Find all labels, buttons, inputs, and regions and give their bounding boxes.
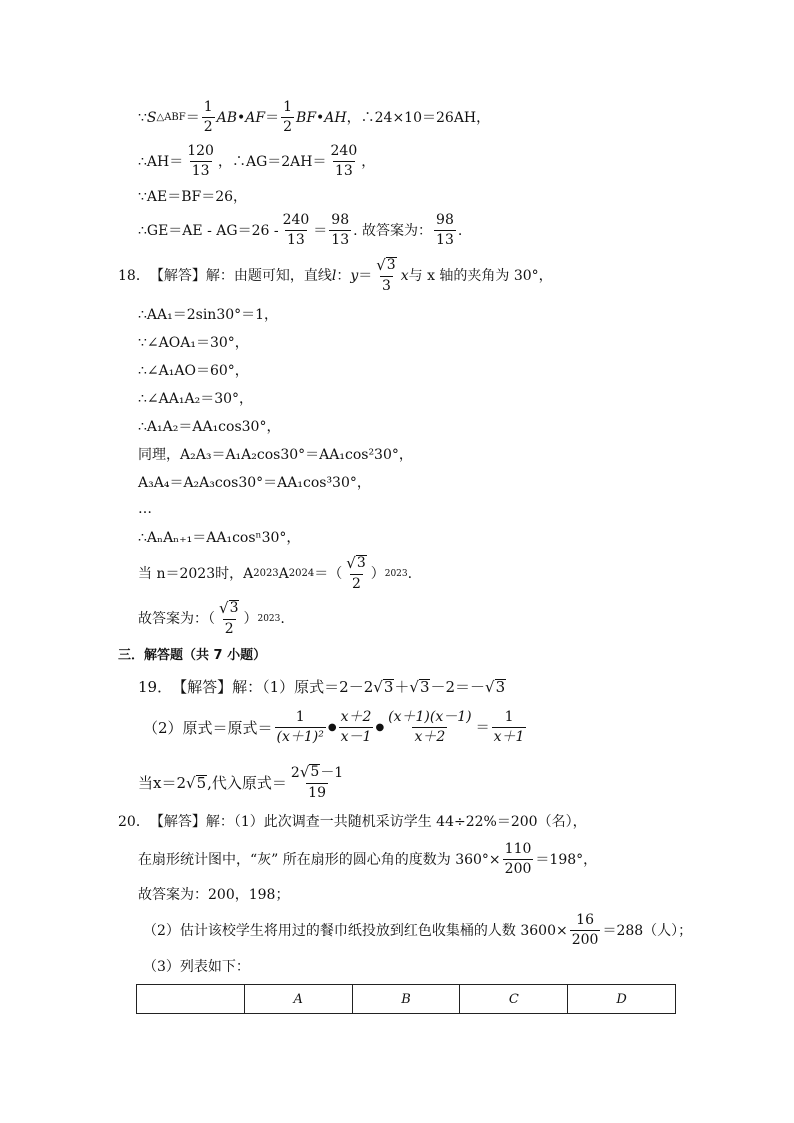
question-20-header [118, 813, 587, 831]
minus-one: －1 [320, 765, 344, 781]
fraction-numerator [344, 555, 368, 574]
radicand: 3 [419, 678, 430, 696]
q18-step-9 [138, 529, 300, 547]
fraction-denominator: 2 [352, 576, 361, 592]
radicand: 5 [196, 774, 207, 792]
fraction-denominator: x－1 [340, 729, 372, 745]
a-symbol: A [278, 566, 289, 582]
solution-text: 解：（1）此次调查一共随机采访学生 44÷22%＝200（名）， [205, 814, 587, 830]
angle-text: 与 x 轴的夹角为 30°， [408, 268, 553, 284]
close-paren: ） [243, 611, 258, 627]
coefficient: 2 [290, 765, 300, 781]
step-text: ∴AₙAₙ₊₁＝AA₁cosⁿ30°， [138, 530, 301, 546]
q18-step-3 [138, 362, 249, 380]
fraction-denominator: 2 [283, 119, 293, 135]
line-ah [138, 143, 375, 180]
fraction-numerator: 1 [283, 99, 293, 115]
ae-bf-text: ∵AE＝BF＝26， [138, 189, 248, 205]
q18-step-6 [138, 446, 413, 464]
solution-text: 解：由题可知，直线 [205, 268, 332, 284]
step-text: 同理，A₂A₃＝A₁A₂cos30°＝AA₁cos²30°， [138, 447, 413, 463]
q18-step-2 [138, 334, 249, 352]
fraction-half-2 [281, 99, 294, 136]
fraction-numerator: 240 [330, 143, 358, 159]
expression-text: －2＝－ [430, 678, 486, 696]
fraction-denominator: 2 [203, 119, 213, 135]
question-20-part-3 [143, 958, 250, 976]
fraction-denominator: 13 [331, 232, 350, 248]
section-title: 三．解答题（共 7 小题） [118, 648, 267, 663]
step-text: … [138, 501, 152, 517]
fraction-numerator: 16 [576, 912, 594, 928]
ge-label: ∴GE＝AE - AG＝26 - [138, 222, 279, 239]
sqrt-3: √ 3 [376, 256, 396, 274]
fraction-110-200 [503, 841, 534, 878]
sqrt-3: √ 3 [346, 554, 366, 572]
fraction-numerator: 98 [331, 212, 350, 228]
fraction-numerator: x＋2 [340, 709, 372, 725]
x-symbol: x [400, 268, 409, 284]
q18-step-5 [138, 418, 280, 436]
sqrt-5: √ 5 [299, 763, 320, 781]
fraction-denominator: 3 [382, 278, 391, 294]
answer-tag: 【解答】 [172, 678, 233, 696]
fraction-16-200 [570, 912, 601, 949]
fraction-numerator: 1 [203, 99, 213, 115]
fraction-result [289, 764, 345, 802]
table-header-cell: D [568, 985, 676, 1014]
radicand: 3 [229, 600, 239, 616]
question-number: 18． [118, 268, 150, 284]
result-text: ＝198°， [535, 851, 598, 868]
step-text: ∴AA₁＝2sin30°＝1， [138, 307, 279, 323]
fraction-half-1 [202, 99, 215, 136]
question-number: 20． [118, 814, 150, 830]
fraction-denominator: x＋1 [493, 729, 525, 745]
q18-step-1 [138, 306, 278, 324]
fraction-240-13 [281, 212, 312, 249]
q18-step-8 [138, 500, 152, 518]
angle-text: 在扇形统计图中，“灰” 所在扇形的圆心角的度数为 360°× [138, 851, 501, 868]
table-header-cell: C [460, 985, 568, 1014]
radicand: 3 [356, 555, 366, 571]
period: . [407, 566, 413, 582]
question-19-part-2 [143, 709, 528, 746]
step-text: ∵∠AOA₁＝30°， [138, 335, 249, 351]
product-ab-af: AB•AF [216, 109, 266, 126]
line-tail: ，∴24×10＝26AH， [346, 109, 491, 126]
fraction-98-13-answer [434, 212, 456, 249]
answer-label: 故答案为：（ [138, 611, 215, 627]
product-bf-ah: BF•AH [296, 109, 347, 126]
fraction-denominator: (x＋1)² [276, 729, 324, 745]
question-20-angle-line [138, 841, 597, 878]
equals-sign: ＝ [358, 268, 373, 284]
sqrt-3: √ 3 [409, 678, 430, 696]
fraction-numerator [217, 600, 241, 619]
dot-operator: ● [375, 721, 385, 733]
fraction-denominator: 13 [287, 232, 305, 248]
open-paren: ＝（ [314, 566, 343, 582]
step-text: ∴∠A₁AO＝60°， [138, 363, 249, 379]
question-19-substitution [138, 764, 347, 802]
table-header-cell: A [244, 985, 352, 1014]
step-text: A₃A₄＝A₂A₃cos30°＝AA₁cos³30°， [138, 475, 371, 491]
fraction-denominator: 19 [308, 785, 326, 801]
radicand: 5 [310, 764, 320, 780]
equals-sign: ＝ [313, 222, 328, 239]
sqrt-3: √ 3 [219, 599, 239, 617]
line-tail: . [457, 222, 463, 239]
fraction-denominator: 13 [436, 232, 454, 248]
fraction-x2-over-x-1 [339, 709, 374, 746]
solution-text: 解：（1）原式＝2－2 [232, 678, 374, 696]
radicand: 3 [383, 678, 394, 696]
fraction-denominator: 200 [571, 932, 599, 948]
line-tail: ， [361, 153, 376, 170]
table-header-cell: B [352, 985, 460, 1014]
line-area-abf: ∵ S △ABF ＝ $\frac{1}{2}$ AB•AF ＝ $\frac{1}{2}$ BF•AH ，∴24×10＝26AH， [138, 99, 491, 135]
line-ge [138, 212, 462, 249]
substitute-text: ,代入原式＝ [207, 774, 287, 792]
sqrt-3: √ 3 [373, 678, 394, 696]
colon: ： [336, 268, 351, 284]
fraction-1-over-x1-squared [275, 709, 326, 746]
y-symbol: y [350, 268, 359, 284]
estimate-text: （2）估计该校学生将用过的餐巾纸投放到红色收集桶的人数 3600× [143, 922, 568, 939]
radicand: 3 [386, 257, 396, 273]
fraction-sqrt3-over-3 [374, 257, 398, 295]
ag-label: ，∴AG＝2AH＝ [217, 153, 327, 170]
area-symbol: S [146, 109, 157, 126]
question-number: 19． [138, 678, 173, 696]
fraction-sqrt3-over-2 [344, 555, 368, 593]
line-ae-bf [138, 188, 247, 206]
fraction-120-13 [185, 143, 216, 180]
dot-operator: ● [327, 721, 337, 733]
solution-text: （2）原式＝原式＝ [143, 718, 273, 737]
sqrt-5: √ 5 [186, 774, 207, 792]
answer-label: . 故答案为： [353, 222, 433, 239]
table-intro-text: （3）列表如下： [143, 959, 250, 975]
fraction-numerator: 98 [436, 212, 454, 228]
fraction-numerator: (x＋1)(x－1) [388, 709, 472, 725]
period: . [280, 611, 285, 627]
plus-sign: ＋ [394, 678, 410, 696]
fraction-98-13 [329, 212, 351, 249]
line-symbol: l [331, 268, 337, 284]
fraction-numerator: 240 [282, 212, 310, 228]
when-text: 当x＝2 [138, 774, 187, 792]
fraction-denominator: x＋2 [414, 729, 446, 745]
step-text: ∴A₁A₂＝AA₁cos30°， [138, 419, 281, 435]
because-symbol: ∵ [138, 109, 147, 126]
fraction-denominator: 2 [224, 621, 234, 637]
result-text: ＝288（人）； [602, 922, 693, 939]
fraction-denominator: 13 [191, 163, 210, 179]
section-3-heading [118, 647, 266, 665]
step-text: ∴∠AA₁A₂＝30°， [138, 391, 254, 407]
fraction-sqrt3-over-2 [217, 600, 241, 638]
equals-sign: ＝ [475, 719, 490, 736]
fraction-denominator: 200 [504, 861, 532, 877]
q18-when-line: 当 n＝2023时，A 2023 A 2024 ＝（ √ 3 2 ） 2023 . [138, 554, 413, 592]
sqrt-3: √ 3 [485, 678, 506, 696]
fraction-numerator: 110 [504, 841, 532, 857]
fraction-product-over-x2 [386, 709, 473, 746]
fraction-240-13 [329, 143, 360, 180]
q18-step-7 [138, 474, 371, 492]
question-20-answer-1 [138, 886, 289, 904]
fraction-numerator: 1 [504, 709, 514, 725]
fraction-numerator: 1 [295, 709, 305, 725]
fraction-1-over-x1 [492, 709, 527, 746]
fraction-numerator: 120 [187, 143, 214, 159]
radicand: 3 [495, 678, 506, 696]
q18-answer-line: 故答案为：（ √ 3 2 ） 2023 . [138, 599, 285, 637]
outcome-table [136, 984, 676, 1014]
question-18-header [118, 257, 553, 295]
equals-sign: ＝ [265, 109, 280, 126]
when-text: 当 n＝2023时，A [138, 566, 254, 582]
answer-tag: 【解答】 [149, 814, 206, 830]
question-20-part-2 [143, 912, 692, 949]
table-header-cell [137, 985, 245, 1014]
equals-sign: ＝ [185, 109, 200, 126]
q18-step-4 [138, 390, 253, 408]
ah-label: ∴AH＝ [138, 153, 184, 170]
answer-tag: 【解答】 [149, 268, 206, 284]
question-19-part-1 [138, 678, 506, 696]
fraction-numerator [374, 257, 398, 276]
answer-text: 故答案为：200，198； [138, 887, 290, 903]
fraction-numerator [289, 764, 345, 783]
fraction-denominator: 13 [334, 163, 353, 179]
table-header-row [137, 985, 676, 1014]
close-paren: ） [370, 566, 385, 582]
